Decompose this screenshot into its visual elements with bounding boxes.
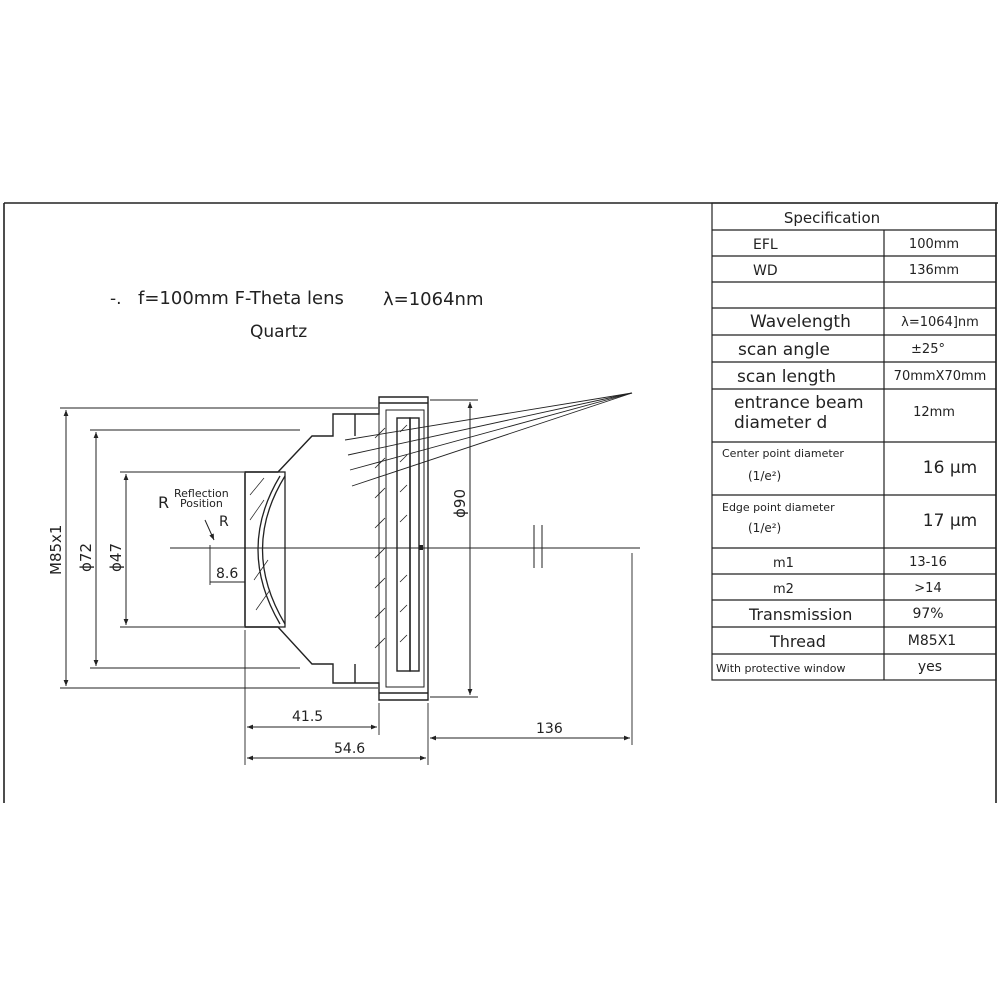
- dim-8-6-label: 8.6: [216, 566, 239, 582]
- spec-value-wd: 136mm: [908, 263, 960, 278]
- spec-value-m2: >14: [914, 581, 942, 596]
- spec-value-thread: M85X1: [907, 633, 957, 649]
- diagram-labels: [47, 487, 563, 757]
- spec-value-entrance-beam: 12mm: [913, 405, 955, 420]
- spec-label-edge-point-sub: (1/e²): [748, 521, 782, 535]
- position-label: Position: [180, 497, 223, 510]
- dim-136-label: 136: [536, 721, 563, 737]
- thread-dim-label: M85x1: [47, 524, 65, 575]
- spec-label-thread: Thread: [770, 632, 826, 651]
- spec-value-efl: 100mm: [908, 237, 960, 252]
- dimension-lines: [66, 402, 630, 758]
- title-wavelength: λ=1064nm: [383, 289, 484, 310]
- spec-value-m1: 13-16: [909, 555, 947, 570]
- r-right-label: R: [219, 514, 229, 530]
- spec-label-wavelength: Wavelength: [750, 312, 851, 332]
- dim-54-6-label: 54.6: [334, 741, 366, 757]
- title-material: Quartz: [250, 322, 308, 342]
- spec-value-scan-length: 70mmX70mm: [893, 369, 987, 384]
- spec-label-edge-point: Edge point diameter: [722, 501, 835, 514]
- spec-value-edge-point: 17 μm: [922, 511, 978, 531]
- spec-value-scan-angle: ±25°: [911, 342, 945, 357]
- r-left-label: R: [158, 493, 170, 512]
- focus-marker: [419, 545, 423, 550]
- d47-dim-label: ϕ47: [107, 543, 125, 572]
- scan-rays: [345, 393, 632, 486]
- spec-label-efl: EFL: [753, 237, 778, 253]
- extension-lines: [60, 400, 632, 765]
- title-prefix: -.: [110, 289, 122, 309]
- spec-label-diameter-d: diameter d: [734, 413, 828, 433]
- title-block: [110, 288, 484, 342]
- spec-value-wavelength: λ=1064]nm: [901, 315, 979, 330]
- spec-value-center-point: 16 μm: [922, 458, 978, 478]
- spec-value-transmission: 97%: [912, 606, 944, 622]
- d72-dim-label: ϕ72: [77, 543, 95, 572]
- axis-break-symbol: [534, 525, 542, 568]
- title-lens: f=100mm F-Theta lens: [138, 288, 344, 309]
- dim-41-5-label: 41.5: [292, 709, 324, 725]
- reflection-label: Reflection: [174, 487, 229, 500]
- spec-label-transmission: Transmission: [749, 605, 853, 624]
- spec-label-scan-angle: scan angle: [738, 340, 830, 360]
- spec-label-wd: WD: [753, 263, 778, 279]
- spec-label-m2: m2: [773, 582, 794, 597]
- spec-label-m1: m1: [773, 556, 794, 571]
- spec-label-protective-window: With protective window: [716, 662, 846, 675]
- lens-element: [245, 472, 285, 627]
- spec-header: Specification: [783, 209, 881, 227]
- spec-label-entrance-beam: entrance beam: [734, 393, 864, 413]
- spec-label-center-point: Center point diameter: [722, 447, 844, 460]
- spec-value-protective-window: yes: [917, 659, 943, 675]
- d90-dim-label: ϕ90: [451, 489, 469, 518]
- spec-label-scan-length: scan length: [737, 367, 836, 387]
- spec-label-center-point-sub: (1/e²): [748, 469, 782, 483]
